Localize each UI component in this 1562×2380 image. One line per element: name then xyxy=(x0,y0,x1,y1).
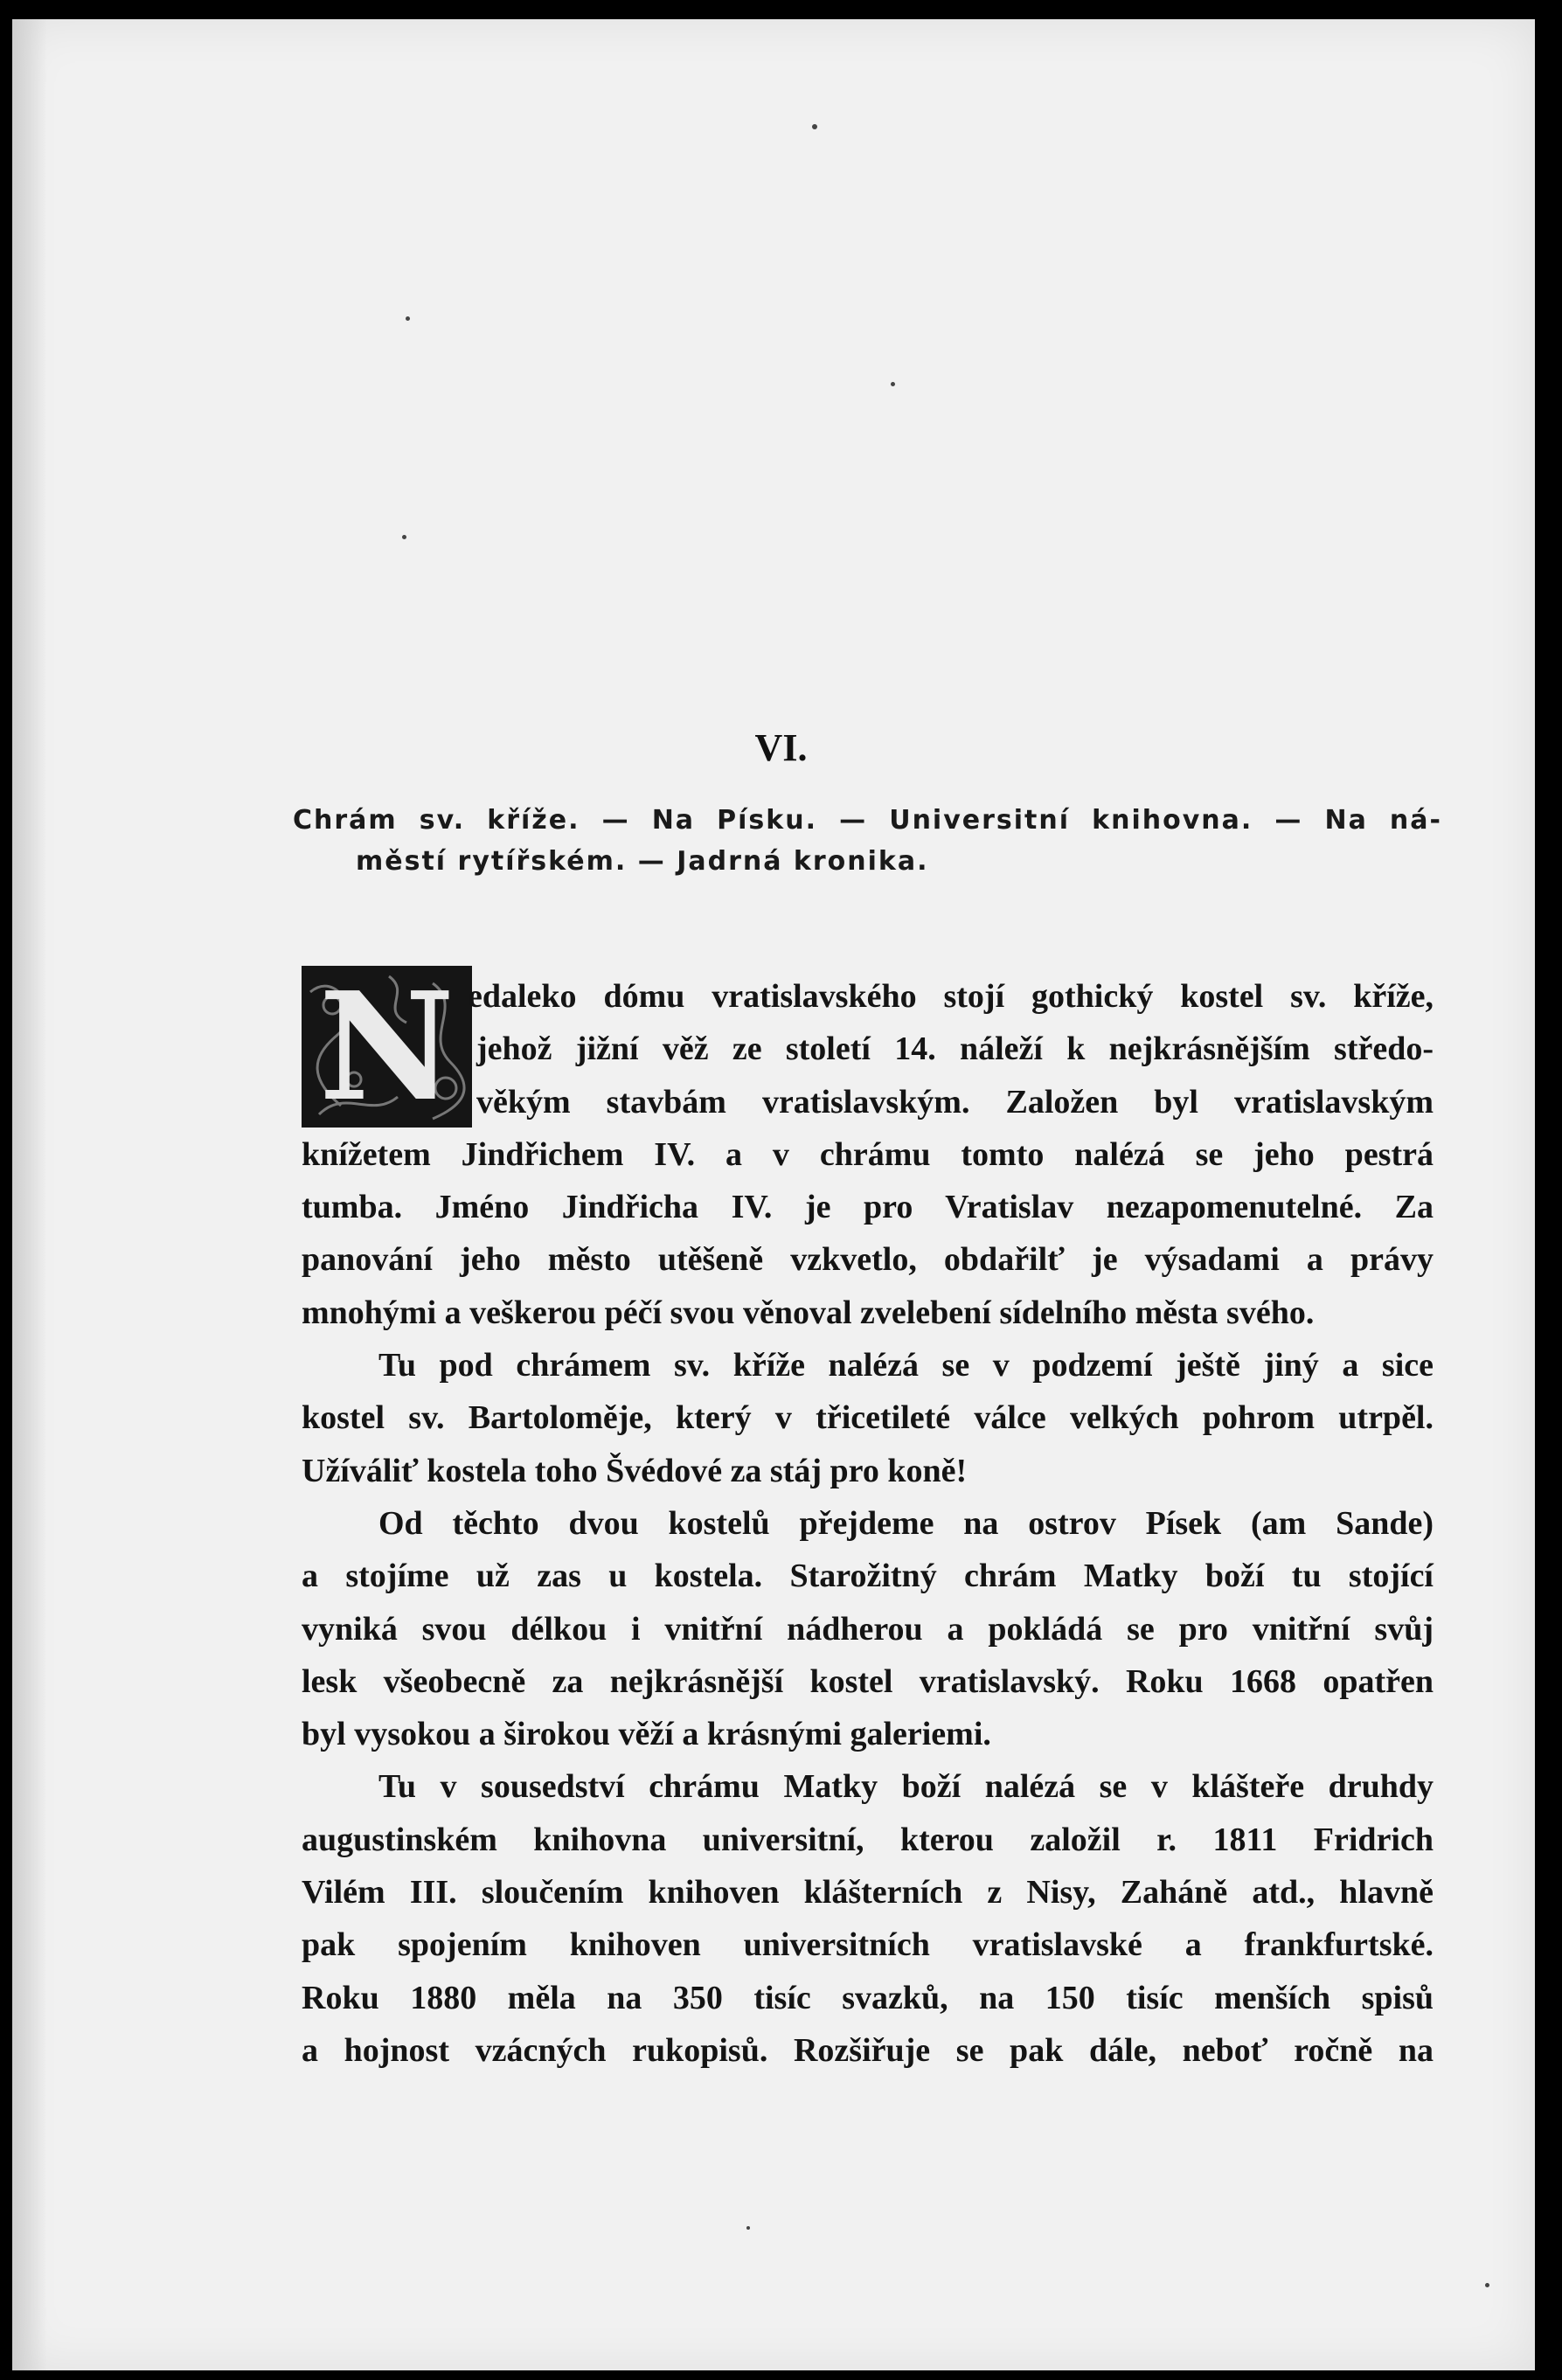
text-line: Tu v sousedství chrámu Matky boží nalézá se v klášteře druhdy xyxy=(378,1768,1434,1806)
paper-speck xyxy=(406,316,410,321)
paper-speck xyxy=(746,2226,750,2230)
initial-letter: N xyxy=(318,966,455,1128)
text-line: Od těchto dvou kostelů přejdeme na ostrov Písek (am Sande) xyxy=(378,1504,1434,1542)
text-line: augustinském knihovna universitní, kterou založil r. 1811 Fridrich xyxy=(302,1821,1434,1858)
page-shadow xyxy=(12,19,47,2370)
paper-speck xyxy=(402,535,406,539)
text-line: pak spojením knihoven universitních vratislavské a frankfurtské. xyxy=(302,1926,1434,1964)
synopsis-line: městí rytířském. — Jadrná kronika. xyxy=(356,846,929,877)
text-line: Užíváliť kostela toho Švédové za stáj pro koně! xyxy=(302,1452,968,1489)
text-line: kostel sv. Bartoloměje, který v třicetileté válce velkých pohrom utrpěl. xyxy=(302,1399,1434,1437)
text-line: Roku 1880 měla na 350 tisíc svazků, na 150 tisíc menších spisů xyxy=(302,1979,1434,2016)
text-line: mnohými a veškerou péčí svou věnoval zvelebení sídelního města svého. xyxy=(302,1294,1315,1331)
chapter-number: VI. xyxy=(754,726,808,769)
text-line: jehož jižní věž ze století 14. náleží k nejkrásnějším středo- xyxy=(476,1030,1434,1068)
text-line: tumba. Jméno Jindřicha IV. je pro Vratislav nezapomenutelné. Za xyxy=(302,1189,1434,1226)
text-line: vyniká svou délkou i vnitřní nádherou a pokládá se pro vnitřní svůj xyxy=(302,1610,1434,1648)
synopsis-line: Chrám sv. kříže. — Na Písku. — Universitní knihovna. — Na ná- xyxy=(293,805,1442,836)
paper-speck xyxy=(891,382,895,386)
text-line: Tu pod chrámem sv. kříže nalézá se v podzemí ještě jiný a sice xyxy=(378,1347,1434,1384)
body-text xyxy=(302,966,1434,2077)
text-line: a hojnost vzácných rukopisů. Rozšiřuje se pak dále, neboť ročně na xyxy=(302,2031,1434,2069)
text-line: Vilém III. sloučením knihoven klášterních z Nisy, Zaháně atd., hlavně xyxy=(302,1874,1434,1912)
text-line: panování jeho město utěšeně vzkvetlo, obdařilť je výsadami a právy xyxy=(302,1241,1434,1279)
paper-speck xyxy=(1485,2283,1489,2287)
paper-speck xyxy=(812,124,817,129)
text-line: věkým stavbám vratislavským. Založen byl vratislavským xyxy=(476,1083,1434,1121)
text-line: edaleko dómu vratislavského stojí gothický kostel sv. kříže, xyxy=(468,978,1434,1015)
text-line: lesk všeobecně za nejkrásnější kostel vratislavský. Roku 1668 opatřen xyxy=(302,1662,1434,1700)
text-line: a stojíme už zas u kostela. Starožitný chrám Matky boží tu stojící xyxy=(302,1558,1434,1595)
text-line: byl vysokou a širokou věží a krásnými galeriemi. xyxy=(302,1716,991,1753)
chapter-synopsis xyxy=(293,800,1442,882)
text-line: knížetem Jindřichem IV. a v chrámu tomto nalézá se jeho pestrá xyxy=(302,1135,1434,1173)
